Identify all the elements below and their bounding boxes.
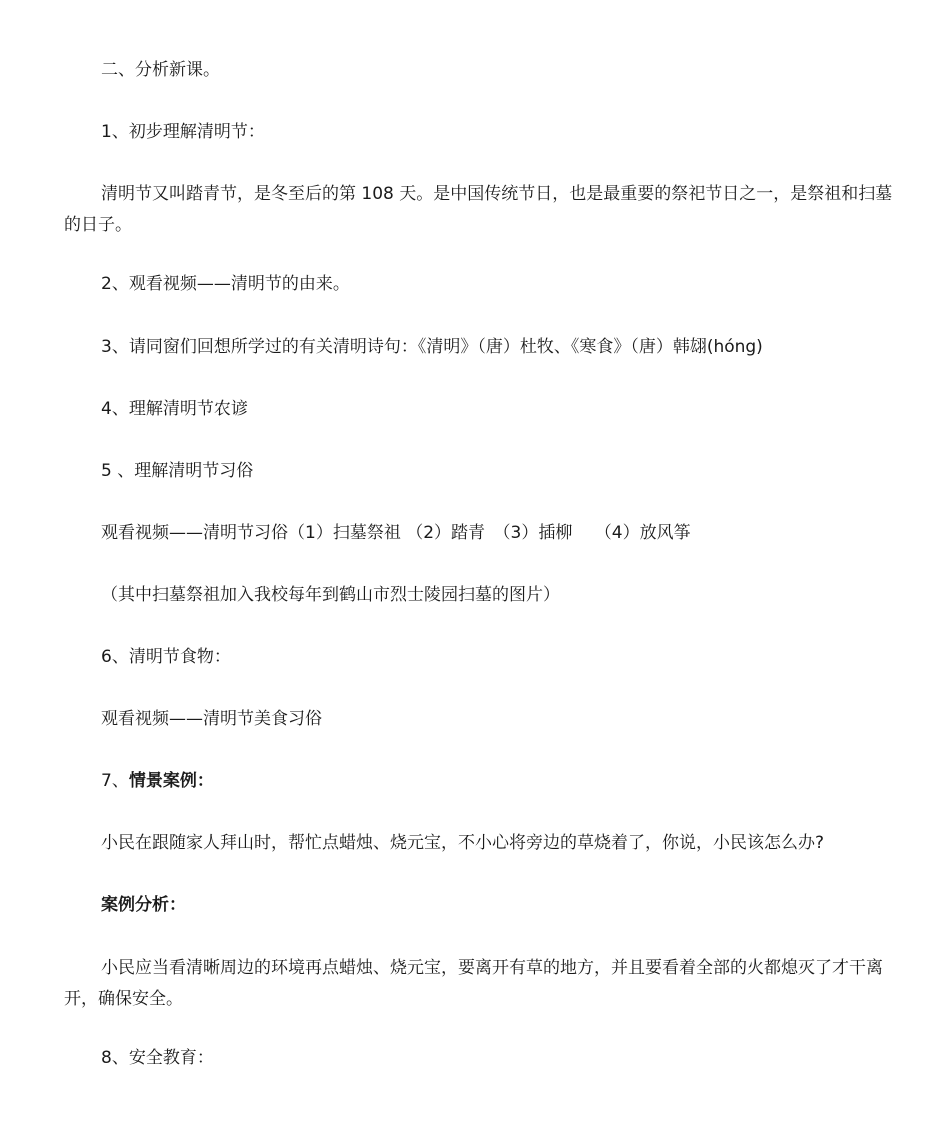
item-1-paragraph: 清明节又叫踏青节，是冬至后的第 108 天。是中国传统节日，也是最重要的祭祀节日之一，是祭祖和扫墓的日子。 xyxy=(64,184,893,235)
item-5-paragraph: 观看视频——清明节习俗（1）扫墓祭祖 （2）踏青 （3）插柳 （4）放风筝 xyxy=(101,523,691,543)
item-5-heading: 5 、理解清明节习俗 xyxy=(101,461,254,481)
item-8-heading: 8、安全教育： xyxy=(101,1048,214,1068)
item-2-heading: 2、观看视频——清明节的由来。 xyxy=(101,274,350,294)
item-1-heading: 1、初步理解清明节： xyxy=(101,122,265,142)
item-7-heading xyxy=(101,766,214,797)
item-5-note: （其中扫墓祭祖加入我校每年到鹤山市烈士陵园扫墓的图片） xyxy=(101,585,560,605)
item-6-heading: 6、清明节食物： xyxy=(101,647,231,667)
item-3-heading: 3、请同窗们回想所学过的有关清明诗句：《清明》（唐）杜牧、《寒食》（唐）韩翃(hóng) xyxy=(101,337,763,357)
analysis-heading: 案例分析： xyxy=(101,895,186,915)
item-4-heading: 4、理解清明节农谚 xyxy=(101,399,248,419)
section-heading: 二、分析新课。 xyxy=(101,60,220,80)
analysis-paragraph: 小民应当看清晰周边的环境再点蜡烛、烧元宝，要离开有草的地方，并且要看着全部的火都熄灭了才干离开，确保安全。 xyxy=(64,958,883,1009)
item-7-paragraph: 小民在跟随家人拜山时，帮忙点蜡烛、烧元宝，不小心将旁边的草烧着了，你说，小民该怎么办? xyxy=(101,833,825,853)
item-6-paragraph: 观看视频——清明节美食习俗 xyxy=(101,709,322,729)
item-7-number: 7、 xyxy=(101,771,129,791)
item-7-label: 情景案例： xyxy=(128,771,214,791)
